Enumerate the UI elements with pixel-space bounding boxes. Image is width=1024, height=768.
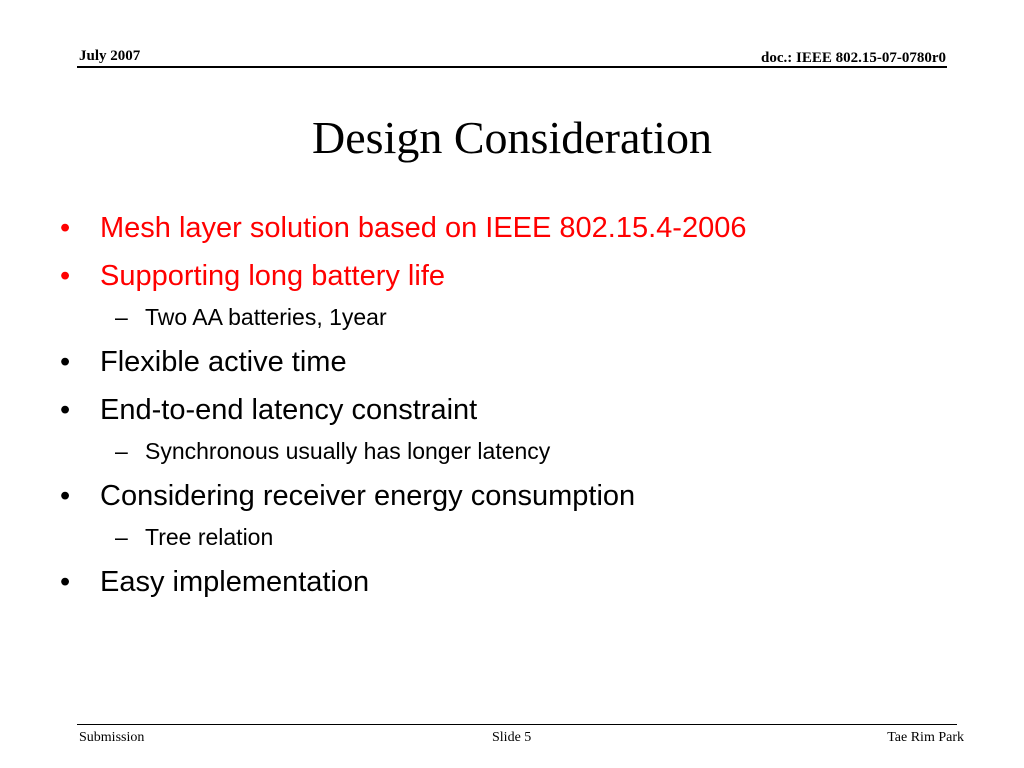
bullet-item-receiver-energy <box>60 474 980 518</box>
sub-bullet-marker: – <box>115 304 128 330</box>
bullet-marker: • <box>60 260 71 292</box>
bullet-marker: • <box>60 566 71 598</box>
bullet-text: Easy implementation <box>100 566 370 598</box>
bullet-item-latency <box>60 388 980 432</box>
bullet-marker: • <box>60 346 71 378</box>
footer-divider <box>77 724 957 725</box>
sub-bullet-text: Tree relation <box>145 524 274 550</box>
bullet-marker: • <box>60 480 71 512</box>
bullet-text: End-to-end latency constraint <box>100 394 478 426</box>
header-doc-id: doc.: IEEE 802.15-07-0780r0 <box>761 50 946 66</box>
sub-bullet-tree-relation <box>60 517 980 557</box>
sub-bullet-text: Two AA batteries, 1year <box>145 304 387 330</box>
footer-submission: Submission <box>79 730 145 745</box>
header-divider <box>77 66 947 68</box>
footer-slide-number: Slide 5 <box>492 730 532 745</box>
bullet-marker: • <box>60 212 71 244</box>
bullet-item-active-time <box>60 340 980 384</box>
bullet-list <box>60 206 980 608</box>
sub-bullet-marker: – <box>115 524 128 550</box>
sub-bullet-marker: – <box>115 438 128 464</box>
bullet-item-battery-life <box>60 254 980 298</box>
bullet-text: Considering receiver energy consumption <box>100 480 636 512</box>
bullet-text: Mesh layer solution based on IEEE 802.15.4-2006 <box>100 212 747 244</box>
sub-bullet-synchronous <box>60 431 980 471</box>
header-date: July 2007 <box>79 48 141 64</box>
bullet-text: Supporting long battery life <box>100 260 445 292</box>
bullet-item-mesh-layer <box>60 206 980 250</box>
slide-title: Design Consideration <box>312 112 712 163</box>
footer-author: Tae Rim Park <box>887 730 964 745</box>
sub-bullet-batteries <box>60 297 980 337</box>
bullet-marker: • <box>60 394 71 426</box>
bullet-text: Flexible active time <box>100 346 347 378</box>
bullet-item-easy-implementation <box>60 560 980 604</box>
sub-bullet-text: Synchronous usually has longer latency <box>145 438 551 464</box>
